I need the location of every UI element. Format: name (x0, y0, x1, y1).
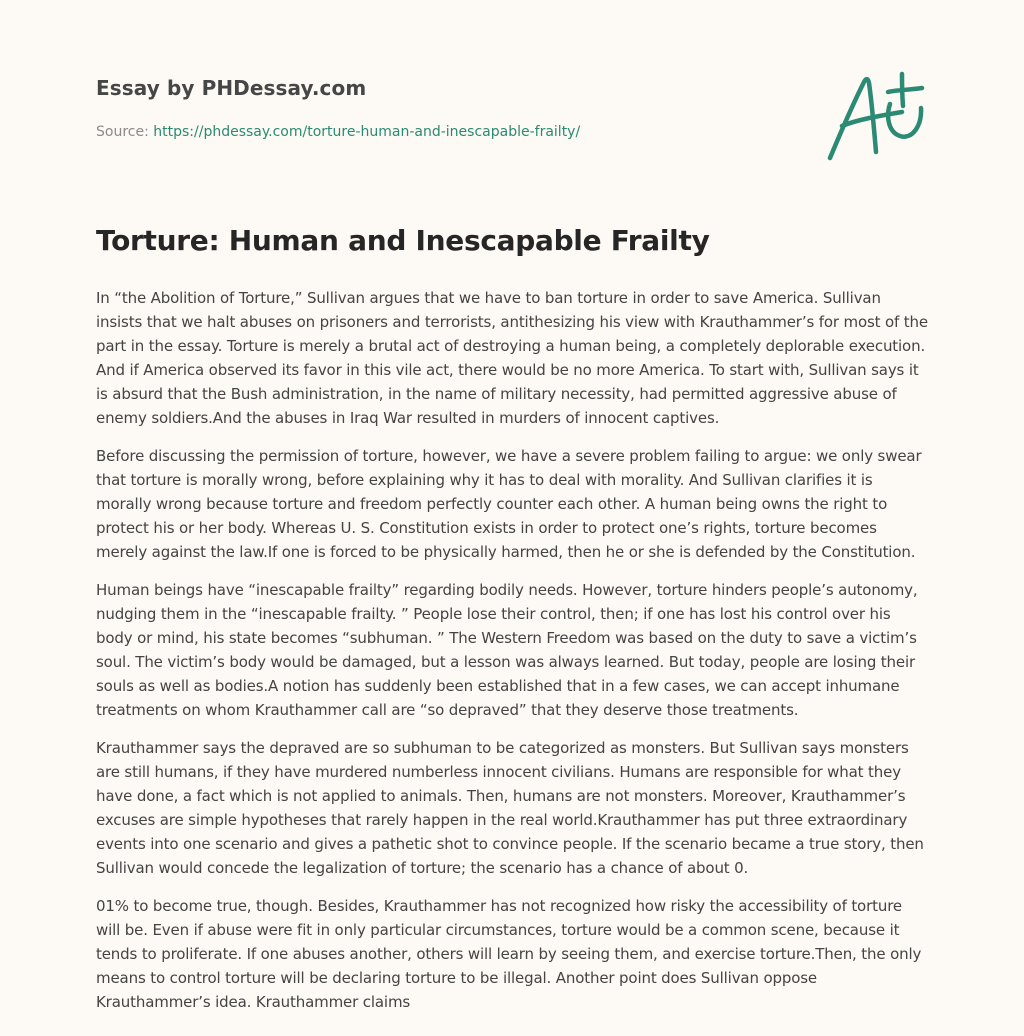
paragraph: Human beings have “inescapable frailty” regarding bodily needs. However, torture hinders people’s autonomy, nudging them in the “inescapable frailty. ” People lose their control, then; if one has lost his control over his body or mind, his state becomes “subhuman. ” The Western Freedom was based on the duty to save a victim’s soul. The victim’s body would be damaged, but a lesson was always learned. But today, people are losing their souls as well as bodies.A notion has suddenly been established that in a few cases, we can accept inhumane treatments on whom Krauthammer call are “so depraved” that they deserve those treatments. (96, 581, 918, 719)
paragraph: Krauthammer says the depraved are so subhuman to be categorized as monsters. But Sullivan says monsters are still humans, if they have murdered numberless innocent civilians. Humans are responsible for what they have done, a fact which is not applied to animals. Then, humans are not monsters. Moreover, Krauthammer’s excuses are simple hypotheses that rarely happen in the real world.Krauthammer has put three extraordinary events into one scenario and gives a pathetic shot to convince people. If the scenario became a true story, then Sullivan would concede the legalization of torture; the scenario has a chance of about 0. (96, 739, 924, 877)
paragraph: Before discussing the permission of torture, however, we have a severe problem failing to argue: we only swear that torture is morally wrong, before explaining why it has to deal with morality. And Sullivan clarifies it is morally wrong because torture and freedom perfectly counter each other. A human being owns the right to protect his or her body. Whereas U. S. Constitution exists in order to protect one’s rights, torture becomes merely against the law.If one is forced to be physically harmed, then he or she is defended by the Constitution. (96, 447, 922, 561)
paragraph: 01% to become true, though. Besides, Krauthammer has not recognized how risky the accessibility of torture will be. Even if abuse were fit in only particular circumstances, torture would be a common scene, because it tends to proliferate. If one abuses another, others will learn by seeing them, and exercise torture.Then, the only means to control torture will be declaring torture to be illegal. Another point does Sullivan oppose Krauthammer’s idea. Krauthammer claims (96, 897, 922, 1011)
a-plus-logo-icon (822, 68, 928, 164)
source-line (96, 124, 580, 140)
source-label: Source: (96, 124, 149, 140)
page-title: Torture: Human and Inescapable Frailty (96, 224, 710, 257)
article-body (96, 286, 928, 1028)
site-brand: Essay by PHDessay.com (96, 76, 367, 100)
source-link[interactable]: https://phdessay.com/torture-human-and-inescapable-frailty/ (153, 124, 581, 140)
paragraph: In “the Abolition of Torture,” Sullivan argues that we have to ban torture in order to save America. Sullivan insists that we halt abuses on prisoners and terrorists, antithesizing his view with Krauthammer’s for most of the part in the essay. Torture is merely a brutal act of destroying a human being, a completely deplorable execution. And if America observed its favor in this vile act, there would be no more America. To start with, Sullivan says it is absurd that the Bush administration, in the name of military necessity, had permitted aggressive abuse of enemy soldiers.And the abuses in Iraq War resulted in murders of innocent captives. (96, 289, 928, 427)
